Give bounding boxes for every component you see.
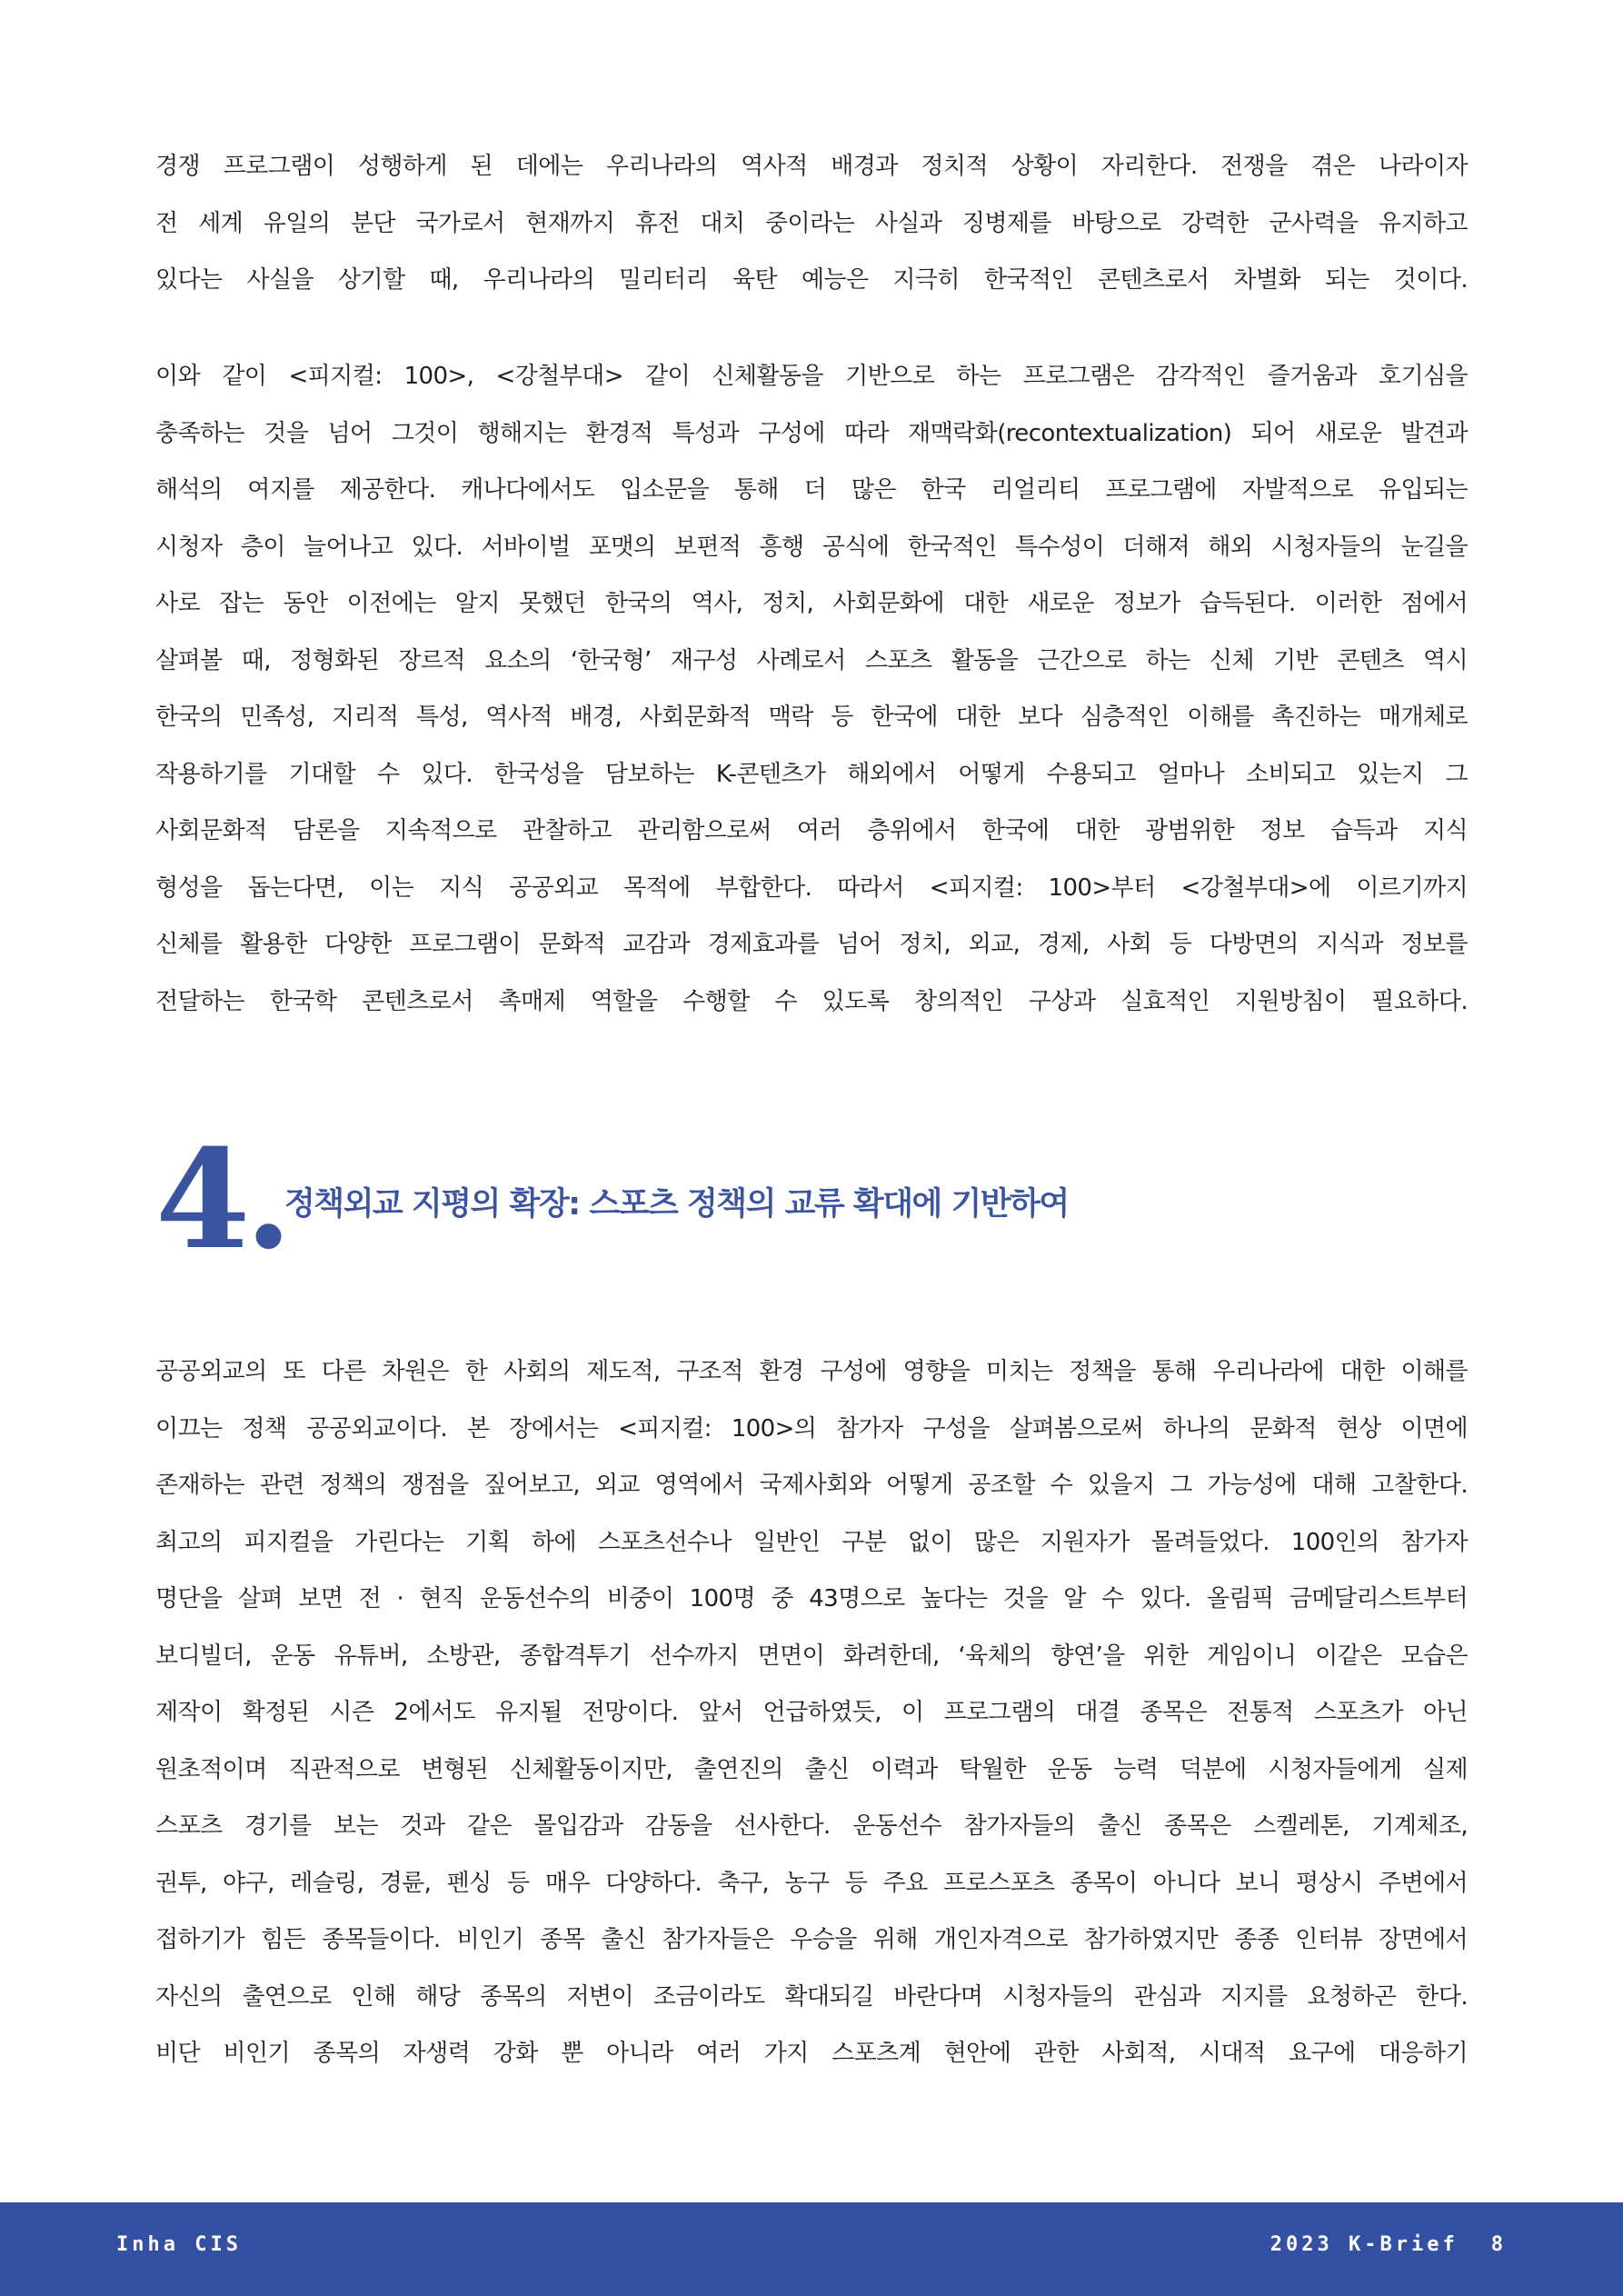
- paragraph-line: 최고의 피지컬을 가린다는 기획 하에 스포츠선수나 일반인 구분 없이 많은 지원자가 몰려들었다. 100인의 참가자: [155, 1528, 1468, 1556]
- paragraph-line: 권투, 야구, 레슬링, 경륜, 펜싱 등 매우 다양하다. 축구, 농구 등 주요 프로스포츠 종목이 아니다 보니 평상시 주변에서: [155, 1869, 1468, 1897]
- paragraph-line: 접하기가 힘든 종목들이다. 비인기 종목 출신 참가자들은 우승을 위해 개인자격으로 참가하였지만 종종 인터뷰 장면에서: [155, 1926, 1468, 1953]
- paragraph-line: 전달하는 한국학 콘텐츠로서 촉매제 역할을 수행할 수 있도록 창의적인 구상과 실효적인 지원방침이 필요하다.: [155, 987, 1468, 1015]
- paragraph-line: 경쟁 프로그램이 성행하게 된 데에는 우리나라의 역사적 배경과 정치적 상황이 자리한다. 전쟁을 겪은 나라이자: [155, 153, 1468, 180]
- paragraph-line: 사회문화적 담론을 지속적으로 관찰하고 관리함으로써 여러 층위에서 한국에 대한 광범위한 정보 습득과 지식: [155, 817, 1468, 844]
- paragraph-2: [155, 348, 1468, 1030]
- paragraph-line: 명단을 살펴 보면 전 · 현직 운동선수의 비중이 100명 중 43명으로 높다는 것을 알 수 있다. 올림픽 금메달리스트부터: [155, 1585, 1468, 1612]
- section-heading: [155, 1120, 1468, 1280]
- paragraph-3: [155, 1343, 1468, 2082]
- footer-publication-title: 2023 K-Brief: [1270, 2233, 1459, 2256]
- section-number: 4.: [155, 1120, 287, 1280]
- paragraph-line: 이끄는 정책 공공외교이다. 본 장에서는 <피지컬: 100>의 참가자 구성을 살펴봄으로써 하나의 문화적 현상 이면에: [155, 1414, 1468, 1442]
- paragraph-line: 살펴볼 때, 정형화된 장르적 요소의 ‘한국형’ 재구성 사례로서 스포츠 활동을 근간으로 하는 신체 기반 콘텐츠 역시: [155, 646, 1468, 674]
- paragraph-line: 한국의 민족성, 지리적 특성, 역사적 배경, 사회문화적 맥락 등 한국에 대한 보다 심층적인 이해를 촉진하는 매개체로: [155, 704, 1468, 731]
- paragraph-line: 전 세계 유일의 분단 국가로서 현재까지 휴전 대치 중이라는 사실과 징병제를 바탕으로 강력한 군사력을 유지하고: [155, 209, 1468, 237]
- paragraph-line: 사로 잡는 동안 이전에는 알지 못했던 한국의 역사, 정치, 사회문화에 대한 새로운 정보가 습득된다. 이러한 점에서: [155, 590, 1468, 617]
- paragraph-line: 작용하기를 기대할 수 있다. 한국성을 담보하는 K-콘텐츠가 해외에서 어떻게 수용되고 얼마나 소비되고 있는지 그: [155, 760, 1468, 788]
- paragraph-line: 스포츠 경기를 보는 것과 같은 몰입감과 감동을 선사한다. 운동선수 참가자들의 출신 종목은 스켈레톤, 기계체조,: [155, 1812, 1468, 1840]
- paragraph-line: 있다는 사실을 상기할 때, 우리나라의 밀리터리 육탄 예능은 지극히 한국적인 콘텐츠로서 차별화 되는 것이다.: [155, 266, 1468, 294]
- paragraph-line: 원초적이며 직관적으로 변형된 신체활동이지만, 출연진의 출신 이력과 탁월한 운동 능력 덕분에 시청자들에게 실제: [155, 1755, 1468, 1783]
- paragraph-line: 존재하는 관련 정책의 쟁점을 짚어보고, 외교 영역에서 국제사회와 어떻게 공조할 수 있을지 그 가능성에 대해 고찰한다.: [155, 1472, 1468, 1499]
- footer-publisher: Inha CIS: [116, 2233, 242, 2256]
- paragraph-line: 자신의 출연으로 인해 해당 종목의 저변이 조금이라도 확대되길 바란다며 시청자들의 관심과 지지를 요청하곤 한다.: [155, 1982, 1468, 2011]
- paragraph-line: 충족하는 것을 넘어 그것이 행해지는 환경적 특성과 구성에 따라 재맥락화(recontextualization) 되어 새로운 발견과: [155, 419, 1468, 447]
- paragraph-line: 시청자 층이 늘어나고 있다. 서바이벌 포맷의 보편적 흥행 공식에 한국적인 특수성이 더해져 해외 시청자들의 눈길을: [155, 533, 1468, 561]
- paragraph-line: 제작이 확정된 시즌 2에서도 유지될 전망이다. 앞서 언급하였듯, 이 프로그램의 대결 종목은 전통적 스포츠가 아닌: [155, 1699, 1468, 1726]
- paragraph-1: [155, 138, 1468, 309]
- paragraph-line: 해석의 여지를 제공한다. 캐나다에서도 입소문을 통해 더 많은 한국 리얼리티 프로그램에 자발적으로 유입되는: [155, 476, 1468, 504]
- paragraph-line: 공공외교의 또 다른 차원은 한 사회의 제도적, 구조적 환경 구성에 영향을 미치는 정책을 통해 우리나라에 대한 이해를: [155, 1358, 1468, 1385]
- footer-bar: [0, 2202, 1623, 2296]
- paragraph-line: 비단 비인기 종목의 자생력 강화 뿐 아니라 여러 가지 스포츠계 현안에 관한 사회적, 시대적 요구에 대응하기: [155, 2040, 1468, 2067]
- page-number: 8: [1490, 2233, 1507, 2256]
- paragraph-line: 신체를 활용한 다양한 프로그램이 문화적 교감과 경제효과를 넘어 정치, 외교, 경제, 사회 등 다방면의 지식과 정보를: [155, 931, 1468, 958]
- paragraph-line: 형성을 돕는다면, 이는 지식 공공외교 목적에 부합한다. 따라서 <피지컬: 100>부터 <강철부대>에 이르기까지: [155, 873, 1468, 902]
- footer-publication: [1270, 2233, 1507, 2256]
- paragraph-line: 보디빌더, 운동 유튜버, 소방관, 종합격투기 선수까지 면면이 화려한데, ‘육체의 향연’을 위한 게임이니 이같은 모습은: [155, 1642, 1468, 1670]
- paragraph-line: 이와 같이 <피지컬: 100>, <강철부대> 같이 신체활동을 기반으로 하는 프로그램은 감각적인 즐거움과 호기심을: [155, 363, 1468, 390]
- section-title: 정책외교 지평의 확장: 스포츠 정책의 교류 확대에 기반하여: [284, 1186, 1069, 1223]
